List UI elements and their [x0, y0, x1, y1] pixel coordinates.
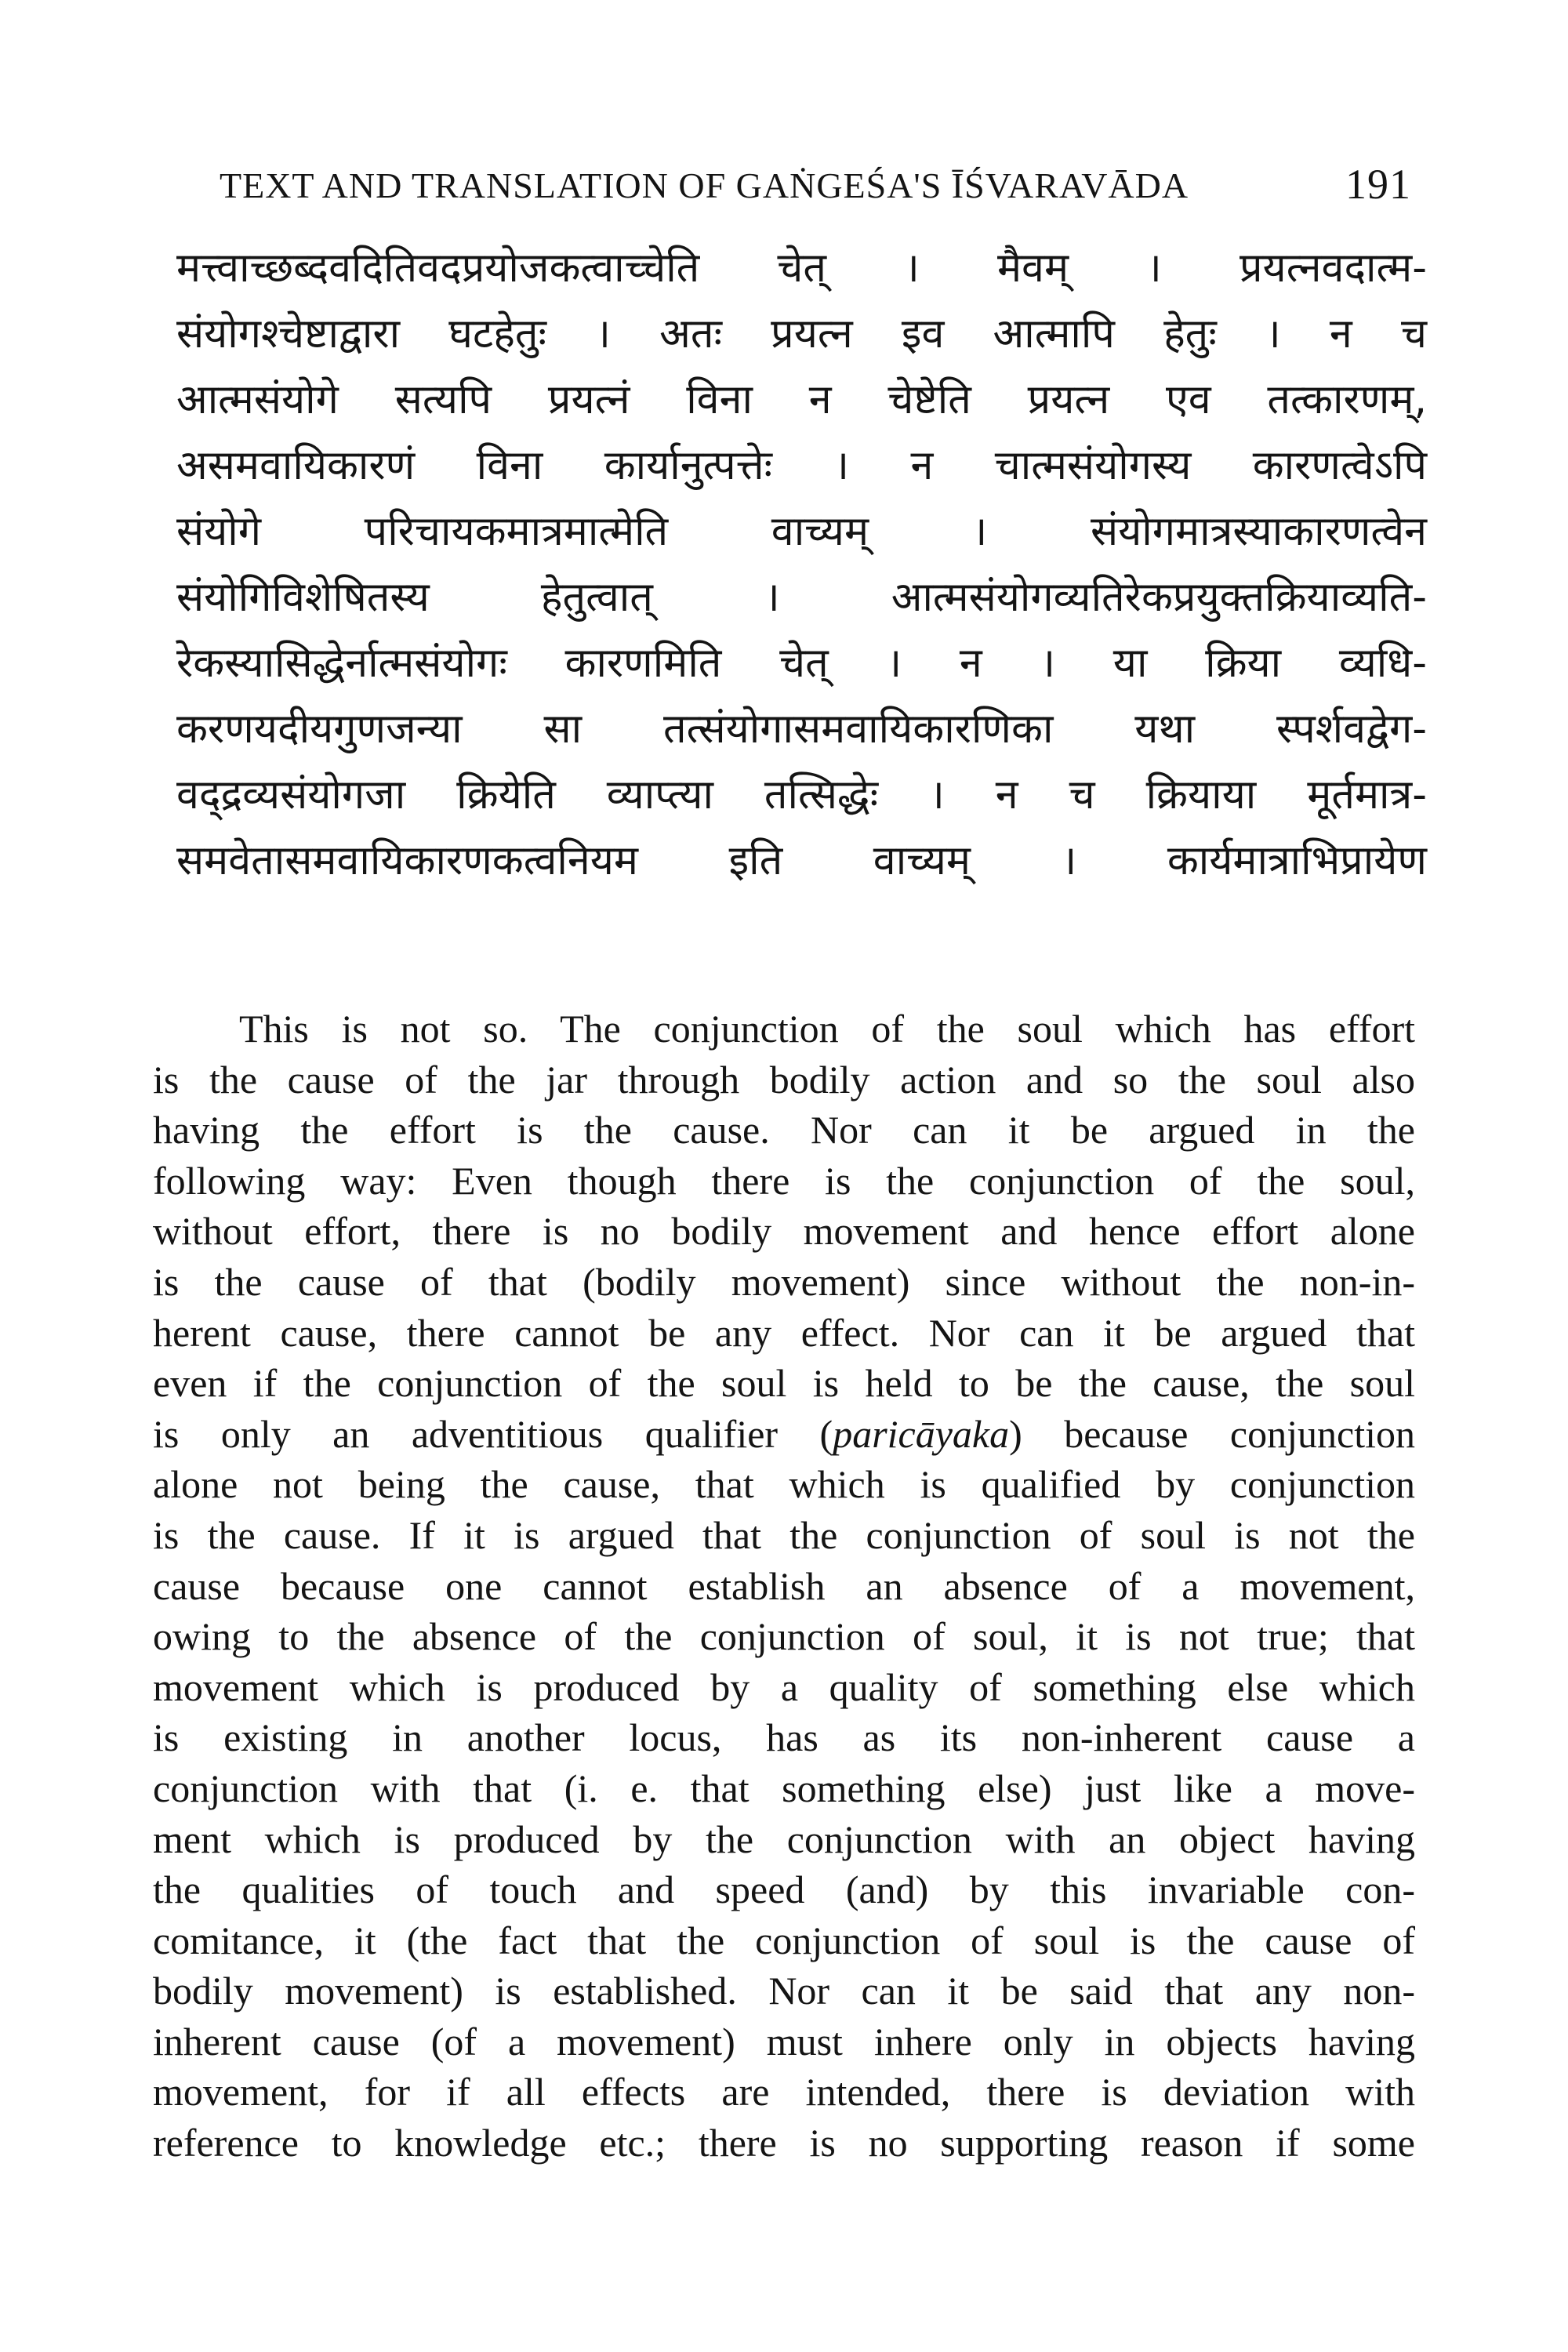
- header-title: TEXT AND TRANSLATION OF GAṄGEŚA'S ĪŚVARAVĀDA: [220, 165, 1189, 205]
- sanskrit-line: संयोगश्चेष्टाद्वारा घटहेतुः । अतः प्रयत्न इव आत्मापि हेतुः । न च: [176, 310, 1427, 358]
- translation-line: having the effort is the cause. Nor can it be argued in the: [153, 1108, 1415, 1152]
- italic-term-paricayaka: paricāyaka: [833, 1411, 1010, 1456]
- translation-line: is the cause of that (bodily movement) since without the non-in-: [153, 1259, 1415, 1304]
- sanskrit-line: मत्त्वाच्छब्दवदितिवदप्रयोजकत्वाच्चेति चेत् । मैवम् । प्रयत्नवदात्म-: [176, 245, 1427, 292]
- translation-line: herent cause, there cannot be any effect. Nor can it be argued that: [153, 1310, 1415, 1355]
- translation-line: without effort, there is no bodily movement and hence effort alone: [153, 1209, 1415, 1254]
- translation-line: is the cause. If it is argued that the conjunction of soul is not the: [153, 1512, 1415, 1557]
- translation-line: This is not so. The conjunction of the soul which has effort: [239, 1007, 1415, 1051]
- translation-line: cause because one cannot establish an absence of a movement,: [153, 1563, 1415, 1608]
- sanskrit-line: संयोगिविशेषितस्य हेतुत्वात् । आत्मसंयोगव्यतिरेकप्रयुक्तक्रियाव्यति-: [176, 574, 1427, 621]
- translation-line: is existing in another locus, has as its non-inherent cause a: [153, 1715, 1415, 1760]
- running-header: [220, 157, 1411, 212]
- page-number: 191: [1345, 161, 1411, 208]
- translation-text: ) because conjunction: [1009, 1411, 1415, 1456]
- sanskrit-line: करणयदीयगुणजन्या सा तत्संयोगासमवायिकारणिका यथा स्पर्शवद्वेग-: [176, 706, 1427, 753]
- sanskrit-line: संयोगे परिचायकमात्रमात्मेति वाच्यम् । संयोगमात्रस्याकारणत्वेन: [176, 508, 1427, 555]
- translation-line: [153, 1409, 1415, 1460]
- translation-line: comitance, it (the fact that the conjunction of soul is the cause of: [153, 1918, 1415, 1962]
- sanskrit-line: रेकस्यासिद्धेर्नात्मसंयोगः कारणमिति चेत् । न । या क्रिया व्यधि-: [176, 640, 1427, 687]
- sanskrit-line: आत्मसंयोगे सत्यपि प्रयत्नं विना न चेष्टेति प्रयत्न एव तत्कारणम्,: [176, 376, 1427, 423]
- sanskrit-line: समवेतासमवायिकारणकत्वनियम इति वाच्यम् । कार्यमात्राभिप्रायेण: [176, 837, 1427, 884]
- translation-line: reference to knowledge etc.; there is no supporting reason if some: [153, 2121, 1415, 2165]
- translation-line: conjunction with that (i. e. that something else) just like a move-: [153, 1766, 1415, 1810]
- translation-line: is the cause of the jar through bodily action and so the soul also: [153, 1057, 1415, 1102]
- translation-line: owing to the absence of the conjunction of soul, it is not true; that: [153, 1614, 1415, 1659]
- sanskrit-line: असमवायिकारणं विना कार्यानुत्पत्तेः । न चात्मसंयोगस्य कारणत्वेऽपि: [176, 442, 1427, 489]
- translation-line: following way: Even though there is the conjunction of the soul,: [153, 1158, 1415, 1203]
- translation-line: inherent cause (of a movement) must inhere only in objects having: [153, 2019, 1415, 2063]
- sanskrit-line: वद्द्रव्यसंयोगजा क्रियेति व्याप्त्या तत्सिद्धेः । न च क्रियाया मूर्तमात्र-: [176, 771, 1427, 818]
- translation-line: movement which is produced by a quality of something else which: [153, 1664, 1415, 1709]
- sanskrit-text-block: [176, 235, 1427, 894]
- translation-text: is only an adventitious qualifier (: [153, 1411, 833, 1456]
- translation-line: movement, for if all effects are intended, there is deviation with: [153, 2070, 1415, 2114]
- translation-line: even if the conjunction of the soul is held to be the cause, the soul: [153, 1361, 1415, 1406]
- translation-line: bodily movement) is established. Nor can it be said that any non-: [153, 1969, 1415, 2013]
- english-translation-paragraph: [153, 1004, 1415, 2169]
- translation-line: alone not being the cause, that which is qualified by conjunction: [153, 1462, 1415, 1507]
- translation-line: ment which is produced by the conjunction with an object having: [153, 1817, 1415, 1861]
- translation-line: the qualities of touch and speed (and) by this invariable con-: [153, 1867, 1415, 1912]
